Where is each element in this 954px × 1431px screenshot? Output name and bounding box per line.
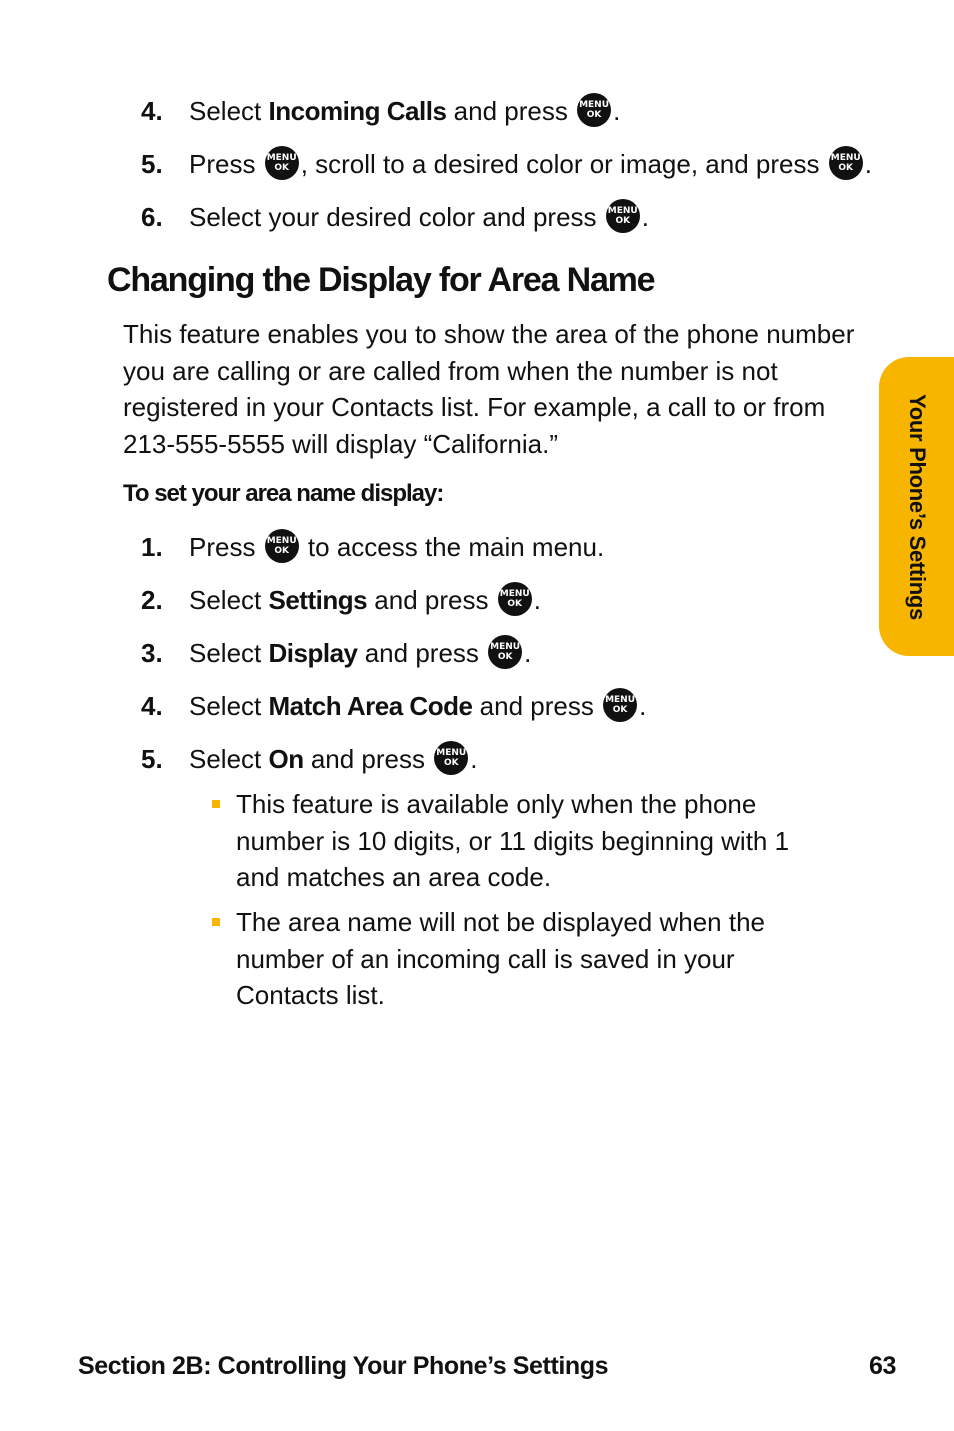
footer-section-title: Section 2B: Controlling Your Phone’s Settings bbox=[78, 1352, 609, 1380]
procedure-subheading: To set your area name display: bbox=[123, 480, 444, 507]
menu-ok-key-icon: MENU OK bbox=[498, 582, 532, 616]
step-top-6: 6. Select your desired color and press MENU OK . bbox=[141, 201, 649, 236]
note-bullet bbox=[212, 786, 832, 896]
step-4: 4. Select Match Area Code and press MENU OK . bbox=[141, 690, 646, 725]
menu-item-name: Display bbox=[268, 638, 358, 668]
step-number: 5. bbox=[141, 744, 163, 774]
bullet-square-icon bbox=[212, 800, 220, 808]
step-3: 3. Select Display and press MENU OK . bbox=[141, 637, 531, 672]
menu-ok-key-icon: MENU OK bbox=[434, 741, 468, 775]
step-top-5: 5. Press MENU OK , scroll to a desired color or image, and press MENU OK . bbox=[141, 148, 872, 183]
step-1: 1. Press MENU OK to access the main menu. bbox=[141, 531, 604, 566]
bullet-text: This feature is available only when the phone number is 10 digits, or 11 digits beginning with 1 and matches an area code. bbox=[236, 789, 790, 892]
step-number: 5. bbox=[141, 149, 163, 179]
step-number: 1. bbox=[141, 532, 163, 562]
menu-ok-key-icon: MENU OK bbox=[265, 146, 299, 180]
menu-item-name: Match Area Code bbox=[268, 691, 473, 721]
section-side-tab bbox=[879, 357, 954, 656]
menu-ok-key-icon: MENU OK bbox=[603, 688, 637, 722]
step-number: 4. bbox=[141, 96, 163, 126]
intro-paragraph: This feature enables you to show the area of the phone number you are calling or are called from when the number is not registered in your Contacts list. For example, a call to or from 213-555-5555 will display “California.” bbox=[123, 319, 855, 459]
menu-ok-key-icon: MENU OK bbox=[488, 635, 522, 669]
step-number: 6. bbox=[141, 202, 163, 232]
section-heading: Changing the Display for Area Name bbox=[107, 261, 655, 299]
menu-ok-key-icon: MENU OK bbox=[265, 529, 299, 563]
menu-ok-key-icon: MENU OK bbox=[829, 146, 863, 180]
step-5: 5. Select On and press MENU OK . bbox=[141, 743, 477, 778]
side-tab-label: Your Phone’s Settings bbox=[904, 393, 930, 620]
menu-item-name: Incoming Calls bbox=[268, 96, 447, 126]
step-number: 3. bbox=[141, 638, 163, 668]
step-number: 2. bbox=[141, 585, 163, 615]
bullet-square-icon bbox=[212, 918, 220, 926]
step-number: 4. bbox=[141, 691, 163, 721]
menu-ok-key-icon: MENU OK bbox=[606, 199, 640, 233]
step-top-4: 4. Select Incoming Calls and press MENU OK . bbox=[141, 95, 620, 130]
page-number: 63 bbox=[868, 1352, 896, 1380]
menu-item-name: Settings bbox=[268, 585, 368, 615]
menu-ok-key-icon: MENU OK bbox=[577, 93, 611, 127]
bullet-text: The area name will not be displayed when the number of an incoming call is saved in your Contacts list. bbox=[236, 907, 765, 1010]
menu-item-name: On bbox=[268, 744, 304, 774]
note-bullet bbox=[212, 904, 832, 1014]
step-2: 2. Select Settings and press MENU OK . bbox=[141, 584, 541, 619]
